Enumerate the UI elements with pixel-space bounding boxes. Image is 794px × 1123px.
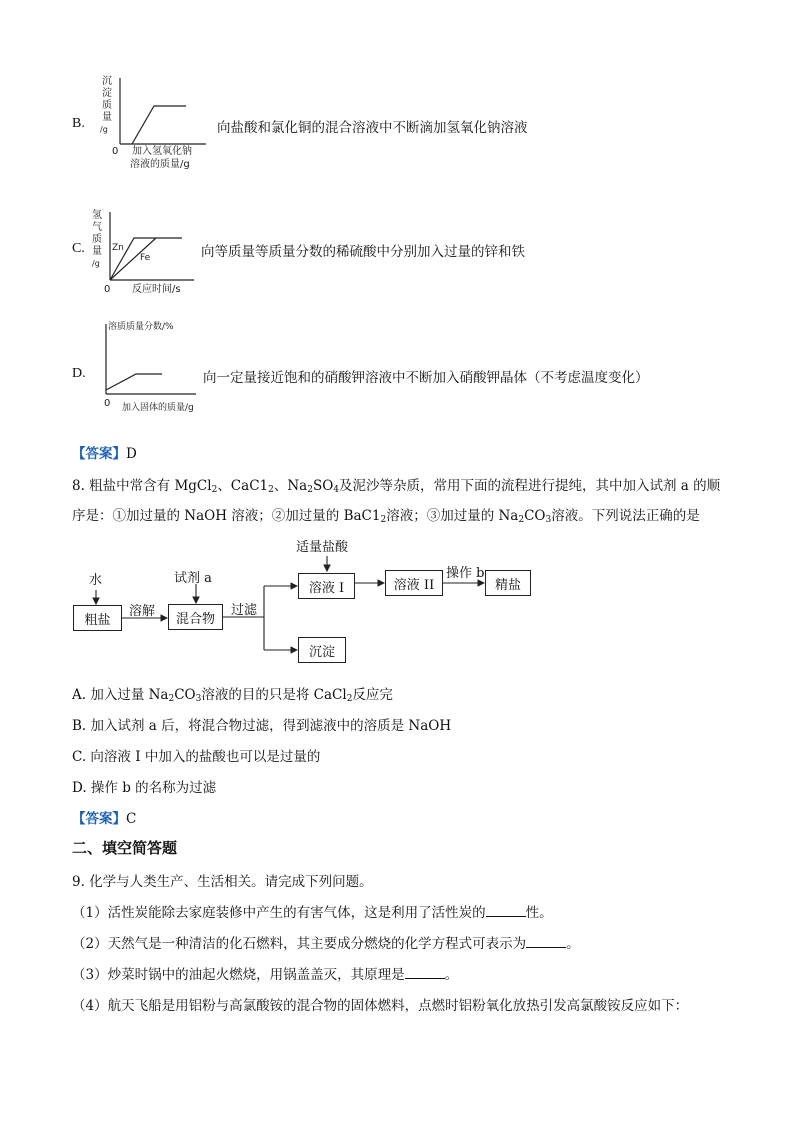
answer-8-label: 【答案】 xyxy=(72,811,126,827)
flow-water-label: 水 xyxy=(89,573,103,588)
option-c-ylabel-4: 量 xyxy=(92,246,102,257)
q8-sub: 4 xyxy=(333,485,340,495)
flow-fine-salt-box: 精盐 xyxy=(485,570,531,596)
answer-blank-3[interactable] xyxy=(405,966,445,979)
flow-mixture-box: 混合物 xyxy=(168,604,223,630)
option-c-label-fe: Fe xyxy=(140,253,151,263)
q8-text: 溶液；③加过量的 Na xyxy=(386,508,519,524)
q8-text: SO xyxy=(312,478,334,494)
option-b-ylabel-2: 淀 xyxy=(102,88,112,99)
answer-8-value: C xyxy=(126,811,137,827)
q9-text: 。 xyxy=(566,936,580,952)
section-2-title: 二、填空简答题 xyxy=(72,839,178,857)
q8-option-b: B. 加入试剂 a 后，将混合物过滤，得到滤液中的溶质是 NaOH xyxy=(72,718,452,734)
option-d-xlabel: 加入固体的质量/g xyxy=(122,403,194,413)
flow-acid-label: 适量盐酸 xyxy=(296,540,349,555)
option-b-ylabel-3: 质 xyxy=(102,100,112,111)
option-d-letter: D. xyxy=(72,366,86,381)
option-d-origin: 0 xyxy=(104,398,111,409)
flow-precipitate-box: 沉淀 xyxy=(298,637,346,663)
q8-sub: 2 xyxy=(268,485,274,495)
question-9-stem: 9. 化学与人类生产、生活相关。请完成下列问题。 xyxy=(72,874,373,890)
q8-option-a-text: CO xyxy=(174,687,196,703)
q9-text: （3）炒菜时锅中的油起火燃烧，用锅盖盖灭，其原理是 xyxy=(72,967,405,983)
q8-text: 序是：①加过量的 NaOH 溶液；②加过量的 BaC1 xyxy=(72,508,381,524)
q9-text: 性。 xyxy=(525,905,553,921)
q8-sub: 3 xyxy=(545,515,552,525)
question-9-part-1 xyxy=(72,901,553,921)
option-c-ylabel-2: 气 xyxy=(92,222,102,233)
q9-text: （2）天然气是一种清洁的化石燃料，其主要成分燃烧的化学方程式可表示为 xyxy=(72,936,527,952)
option-c-origin: 0 xyxy=(104,284,111,295)
q8-text: 8. 粗盐中常含有 MgCl xyxy=(72,478,212,494)
question-9-part-3 xyxy=(72,963,458,983)
option-b-ylabel-1: 沉 xyxy=(102,76,112,87)
q8-option-a-text: 反应完 xyxy=(352,687,393,703)
option-b-ylabel-4: 量 xyxy=(102,112,112,123)
answer-7-value: D xyxy=(126,446,137,462)
flow-filter-label: 过滤 xyxy=(231,603,258,618)
option-b-xlabel-1: 加入氢氧化钠 xyxy=(132,146,192,157)
q9-text: 。 xyxy=(444,967,459,983)
q8-option-a-text: 溶液的目的只是将 CaCl xyxy=(201,687,347,703)
q8-sub: 2 xyxy=(346,694,353,704)
answer-7-label: 【答案】 xyxy=(72,446,126,462)
option-c-label-zn: Zn xyxy=(112,243,124,253)
q8-text: 、Na xyxy=(273,478,308,494)
flow-crude-salt-box: 粗盐 xyxy=(73,605,122,631)
q8-sub: 2 xyxy=(380,515,387,525)
question-9-part-4: （4）航天飞船是用铝粉与高氯酸铵的混合物的固体燃料，点燃时铝粉氧化放热引发高氯酸铵反应如下： xyxy=(72,998,689,1014)
q8-sub: 2 xyxy=(168,694,175,704)
flow-reagent-label: 试剂 a xyxy=(174,571,212,586)
answer-8 xyxy=(72,807,136,827)
option-b-ylabel-5: /g xyxy=(100,125,108,134)
q8-option-d: D. 操作 b 的名称为过滤 xyxy=(72,780,217,796)
q9-text: （1）活性炭能除去家庭装修中产生的有害气体，这是利用了活性炭的 xyxy=(72,905,486,921)
option-d-ylabel: 溶质质量分数/% xyxy=(108,322,174,332)
q8-option-c: C. 向溶液 I 中加入的盐酸也可以是过量的 xyxy=(72,749,321,765)
q8-option-a xyxy=(72,683,393,704)
q8-sub: 2 xyxy=(307,485,313,495)
answer-blank-2[interactable] xyxy=(526,935,566,948)
option-c-xlabel: 反应时间/s xyxy=(132,284,181,295)
q8-sub: 2 xyxy=(518,515,525,525)
option-b-origin: 0 xyxy=(112,146,119,157)
option-c-letter: C. xyxy=(72,241,85,256)
q8-sub: 2 xyxy=(211,485,218,495)
q8-text: 溶液。下列说法正确的是 xyxy=(551,508,700,524)
answer-blank-1[interactable] xyxy=(486,904,526,917)
q8-option-a-text: A. 加入过量 Na xyxy=(72,687,169,703)
flow-dissolve-label: 溶解 xyxy=(129,604,156,619)
flow-solution-1-box: 溶液 I xyxy=(298,573,355,599)
option-c-ylabel-3: 质 xyxy=(92,234,102,245)
option-b-xlabel-2: 溶液的质量/g xyxy=(130,159,190,170)
q8-text: CO xyxy=(524,508,546,524)
flow-solution-2-box: 溶液 II xyxy=(385,570,443,596)
question-9-part-2 xyxy=(72,932,580,952)
option-b-letter: B. xyxy=(72,116,85,131)
option-c-ylabel-5: /g xyxy=(92,259,100,268)
option-c-ylabel-1: 氢 xyxy=(92,210,102,221)
q8-text: 、CaC1 xyxy=(217,478,269,494)
q8-sub: 3 xyxy=(195,694,202,704)
option-b-text: 向盐酸和氯化铜的混合溶液中不断滴加氢氧化钠溶液 xyxy=(217,120,528,136)
flow-op-label: 操作 b xyxy=(446,566,485,581)
option-d-text: 向一定量接近饱和的硝酸钾溶液中不断加入硝酸钾晶体（不考虑温度变化） xyxy=(203,370,649,386)
q8-text: 及泥沙等杂质，常用下面的流程进行提纯，其中加入试剂 a 的顺 xyxy=(339,478,721,494)
option-c-text: 向等质量等质量分数的稀硫酸中分别加入过量的锌和铁 xyxy=(201,244,525,260)
